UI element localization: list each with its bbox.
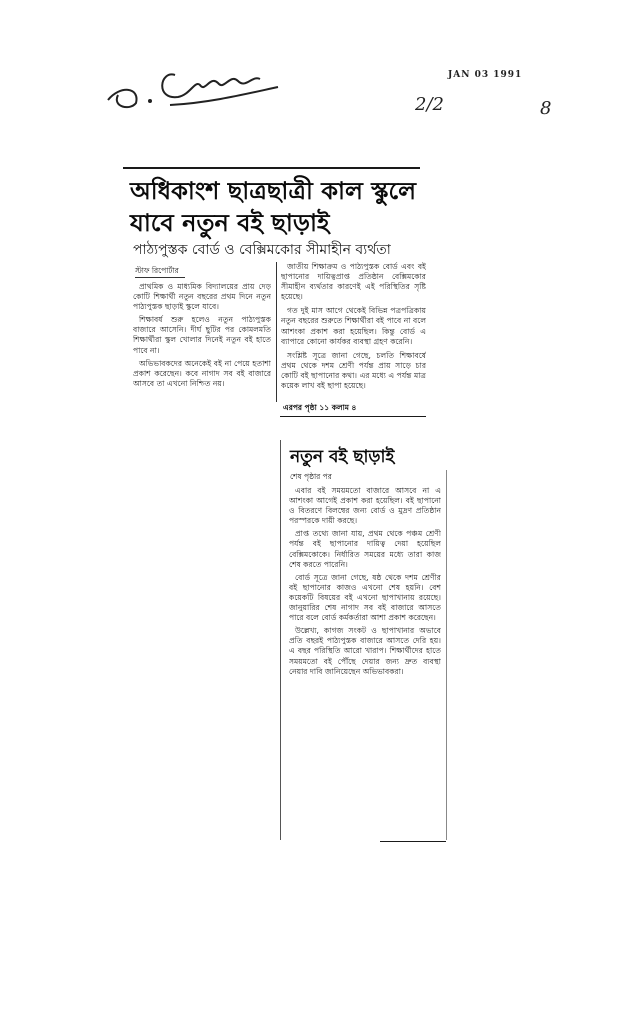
date-stamp: JAN 03 1991 [448, 70, 523, 80]
column-3-paragraph: বোর্ড সূত্রে জানা গেছে, ষষ্ঠ থেকে দশম শ্রেণীর বই ছাপানোর কাজও এখনো শেষ হয়নি। বেশ কয়েকটি বিষয়ের বই এখনো ছাপাখানায় রয়েছে। জানুয়ারির শেষ নাগাদ সব বই বাজারে আসতে পারে বলে বোর্ড কর্মকর্তারা আশা প্রকাশ করেছেন। [289, 572, 441, 623]
reference-mark-right: 8 [540, 98, 552, 119]
top-rule [123, 167, 420, 169]
handwritten-initials [100, 45, 290, 115]
column-2-paragraph: সংশ্লিষ্ট সূত্রে জানা গেছে, চলতি শিক্ষাবর্ষে প্রথম থেকে দশম শ্রেণী পর্যন্ত প্রায় সাড়ে চার কোটি বই ছাপানোর কথা। এর মধ্যে এ পর্যন্ত মাত্র কয়েক লাখ বই ছাপা হয়েছে। [281, 350, 426, 391]
column-3-paragraph: এবার বই সময়মতো বাজারে আসবে না এ আশংকা আগেই প্রকাশ করা হয়েছিল। বই ছাপানো ও বিতরণে বিলম্বের জন্য বোর্ড ও মুদ্রণ প্রতিষ্ঠান পরস্পরকে দায়ী করছে। [289, 486, 441, 526]
headline-line-2: যাবে নতুন বই ছাড়াই [130, 209, 330, 237]
column-2-paragraph: গত দুই মাস আগে থেকেই বিভিন্ন পত্রপত্রিকায় নতুন বছরের শুরুতে শিক্ষার্থীরা বই পাবে না বলে আশংকা প্রকাশ করা হয়েছিল। কিন্তু বোর্ড এ ব্যাপারে কোনো কার্যকর ব্যবস্থা গ্রহণ করেনি। [281, 306, 426, 346]
column-3-paragraph: প্রাপ্ত তথ্যে জানা যায়, প্রথম থেকে পঞ্চম শ্রেণী পর্যন্ত বই ছাপানোর দায়িত্ব দেয়া হয়েছিল বেক্সিমকোকে। নির্ধারিত সময়ের মধ্যে তারা কাজ শেষ করতে পারেনি। [289, 529, 441, 569]
column-1 [133, 282, 271, 394]
column-1-paragraph: শিক্ষাবর্ষ শুরু হলেও নতুন পাঠ্যপুস্তক বাজারে আসেনি। দীর্ঘ ছুটির পর কোমলমতি শিক্ষার্থীরা স্কুল খোলার দিনেই নতুন বই হাতে পাবে না। [133, 315, 271, 355]
continuation-right-border [446, 470, 447, 840]
subheadline: পাঠ্যপুস্তক বোর্ড ও বেক্সিমকোর সীমাহীন ব্যর্থতা [133, 242, 391, 258]
column-3-paragraph: উল্লেখ্য, কাগজ সংকট ও ছাপাখানার অভাবে প্রতি বছরই পাঠ্যপুস্তক বাজারে আসতে দেরি হয়। এ বছর পরিস্থিতি আরো খারাপ। শিক্ষার্থীদের হাতে সময়মতো বই পৌঁছে দেয়ার জন্য দ্রুত ব্যবস্থা নেয়ার দাবি জানিয়েছেন অভিভাবকরা। [289, 626, 441, 676]
continued-note: এরপর পৃষ্ঠা ১১ কলাম ৪ [283, 403, 357, 412]
reference-mark-left: 2/2 [415, 94, 444, 115]
byline: স্টাফ রিপোর্টার [135, 266, 179, 275]
continuation-from: শেষ পৃষ্ঠার পর [290, 472, 332, 481]
column-2 [281, 262, 426, 402]
bottom-rule [380, 841, 446, 842]
section-rule [280, 416, 426, 417]
column-divider [276, 262, 277, 402]
continuation-left-border [280, 440, 281, 840]
continuation-headline: নতুন বই ছাড়াই [290, 447, 395, 467]
column-2-paragraph: জাতীয় শিক্ষাক্রম ও পাঠ্যপুস্তক বোর্ড এবং বই ছাপানোর দায়িত্বপ্রাপ্ত প্রতিষ্ঠান বেক্সিমকোর সীমাহীন ব্যর্থতার কারণেই এই পরিস্থিতির সৃষ্টি হয়েছে। [281, 262, 426, 302]
byline-underline [135, 277, 185, 278]
column-1-paragraph: অভিভাবকদের অনেকেই বই না পেয়ে হতাশা প্রকাশ করেছেন। কবে নাগাদ সব বই বাজারে আসবে তা এখনো নিশ্চিত নয়। [133, 358, 271, 388]
headline-line-1: অধিকাংশ ছাত্রছাত্রী কাল স্কুলে [130, 177, 417, 205]
column-1-paragraph: প্রাথমিক ও মাধ্যমিক বিদ্যালয়ের প্রায় দেড় কোটি শিক্ষার্থী নতুন বছরের প্রথম দিনে নতুন পাঠ্যপুস্তক ছাড়াই স্কুলে যাবে। [133, 282, 271, 312]
column-3 [289, 486, 441, 836]
